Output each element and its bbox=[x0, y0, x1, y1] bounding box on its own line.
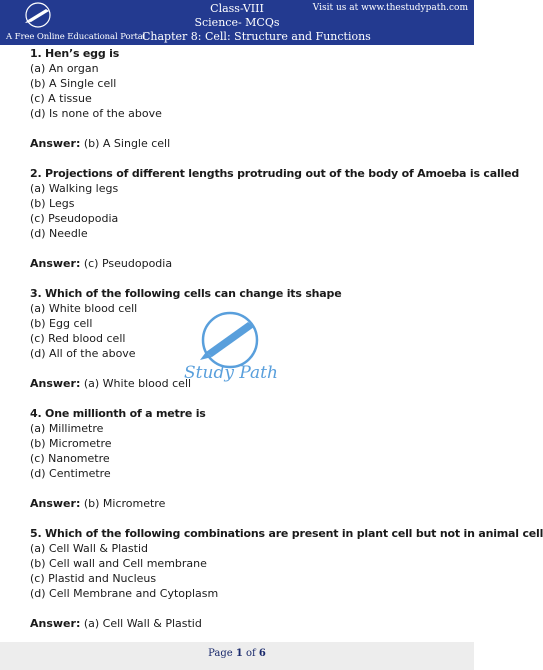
answer-line bbox=[30, 136, 450, 151]
option-a: (a) An organ bbox=[30, 62, 99, 75]
class-title: Class-VIII bbox=[210, 2, 264, 15]
option-a: (a) Cell Wall & Plastid bbox=[30, 542, 148, 555]
subject-title: Science- MCQs bbox=[194, 16, 280, 29]
page-prefix: Page bbox=[208, 648, 233, 659]
option-c: (c) Pseudopodia bbox=[30, 212, 119, 225]
chapter-title: Chapter 8: Cell: Structure and Functions bbox=[142, 30, 371, 43]
option-c: (c) A tissue bbox=[30, 92, 92, 105]
option-d: (d) All of the above bbox=[30, 347, 136, 360]
option-c: (c) Nanometre bbox=[30, 452, 110, 465]
option-c: (c) Plastid and Nucleus bbox=[30, 572, 157, 585]
question-5 bbox=[30, 526, 543, 631]
answer-value: (b) A Single cell bbox=[83, 137, 171, 150]
answer-value: (c) Pseudopodia bbox=[83, 257, 173, 270]
question-3 bbox=[30, 286, 450, 391]
watermark-text: Study Path bbox=[184, 363, 278, 383]
answer-line bbox=[30, 496, 450, 511]
option-d: (d) Cell Membrane and Cytoplasm bbox=[30, 587, 219, 600]
answer-line bbox=[30, 376, 450, 391]
answer-value: (b) Micrometre bbox=[83, 497, 166, 510]
page-current: 1 bbox=[235, 648, 243, 659]
answer-label: Answer: bbox=[30, 257, 81, 270]
website-link[interactable]: Visit us at www.thestudypath.com bbox=[312, 3, 468, 13]
option-a: (a) White blood cell bbox=[30, 302, 138, 315]
question-1 bbox=[30, 46, 450, 151]
answer-line bbox=[30, 616, 450, 631]
question-text: 5. Which of the following combinations are present in plant cell but not in animal cell bbox=[30, 527, 543, 540]
page-number bbox=[0, 648, 474, 659]
option-d: (d) Centimetre bbox=[30, 467, 111, 480]
page-total: 6 bbox=[258, 648, 266, 659]
page-of: of bbox=[246, 648, 256, 659]
question-2 bbox=[30, 166, 520, 271]
answer-label: Answer: bbox=[30, 617, 81, 630]
question-list bbox=[30, 46, 543, 631]
question-text: 2. Projections of different lengths protruding out of the body of Amoeba is called bbox=[30, 167, 520, 180]
answer-value: (a) White blood cell bbox=[83, 377, 192, 390]
option-b: (b) A Single cell bbox=[30, 77, 117, 90]
option-c: (c) Red blood cell bbox=[30, 332, 126, 345]
question-text: 1. Hen’s egg is bbox=[30, 47, 120, 60]
logo-tagline: A Free Online Educational Portal bbox=[6, 32, 146, 42]
answer-label: Answer: bbox=[30, 377, 81, 390]
header-bar bbox=[0, 0, 474, 45]
answer-line bbox=[30, 256, 450, 271]
option-b: (b) Legs bbox=[30, 197, 75, 210]
option-b: (b) Egg cell bbox=[30, 317, 93, 330]
option-d: (d) Needle bbox=[30, 227, 88, 240]
question-text: 4. One millionth of a metre is bbox=[30, 407, 206, 420]
option-a: (a) Walking legs bbox=[30, 182, 119, 195]
option-b: (b) Cell wall and Cell membrane bbox=[30, 557, 207, 570]
option-b: (b) Micrometre bbox=[30, 437, 112, 450]
option-a: (a) Millimetre bbox=[30, 422, 104, 435]
answer-value: (a) Cell Wall & Plastid bbox=[83, 617, 202, 630]
option-d: (d) Is none of the above bbox=[30, 107, 162, 120]
answer-label: Answer: bbox=[30, 497, 81, 510]
answer-label: Answer: bbox=[30, 137, 81, 150]
question-4 bbox=[30, 406, 450, 511]
question-text: 3. Which of the following cells can change its shape bbox=[30, 287, 342, 300]
